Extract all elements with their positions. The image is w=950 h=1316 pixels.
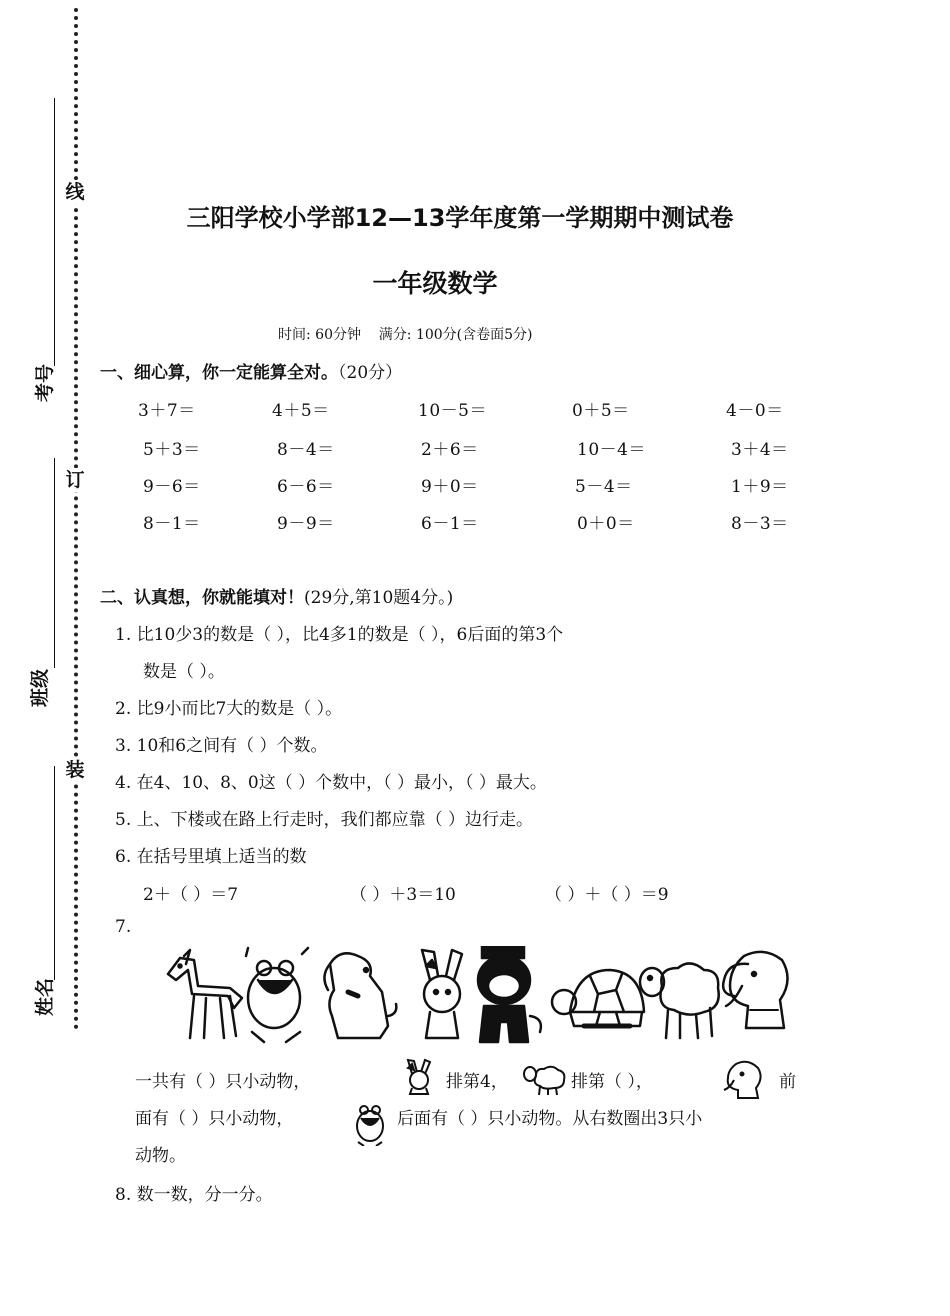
calc-item: 8－3＝ xyxy=(731,514,789,534)
section1-title: 一、细心算，你一定能算全对。 xyxy=(100,363,338,383)
calc-item: 8－4＝ xyxy=(277,440,335,460)
class-label: 班级 xyxy=(29,668,51,707)
sheep-icon xyxy=(640,963,719,1038)
question-6-b: （ ）＋3＝10 xyxy=(350,885,456,905)
question-7-line1-c: 排第（ ）， xyxy=(571,1072,653,1092)
calc-item: 0＋5＝ xyxy=(572,401,630,421)
calc-item: 8－1＝ xyxy=(143,514,201,534)
calc-item: 6－6＝ xyxy=(277,477,335,497)
exam-subtitle: 一年级数学 xyxy=(372,269,498,298)
calc-item: 9＋0＝ xyxy=(421,477,479,497)
question-7-line2-b: 后面有（ ）只小动物。从右数圈出3只小 xyxy=(397,1109,703,1129)
question-4: 4. 在4、10、8、0这（ ）个数中，（ ）最小，（ ）最大。 xyxy=(115,773,547,793)
binding-char-xian: 线 xyxy=(62,180,88,204)
calc-item: 10－5＝ xyxy=(418,401,487,421)
name-line[interactable] xyxy=(54,766,55,980)
question-5: 5. 上、下楼或在路上行走时，我们都应靠（ ）边行走。 xyxy=(115,810,534,830)
question-7-number: 7. xyxy=(115,917,132,937)
elephant-icon xyxy=(723,952,787,1028)
section1-score: （20分） xyxy=(338,363,403,383)
calc-item: 5＋3＝ xyxy=(143,440,201,460)
monkey-icon xyxy=(478,946,541,1042)
calc-item: 9－6＝ xyxy=(143,477,201,497)
binding-dotted-line xyxy=(74,8,78,1030)
question-6-a: 2＋（ ）＝7 xyxy=(143,885,239,905)
calc-item: 4－0＝ xyxy=(726,401,784,421)
calc-item: 2＋6＝ xyxy=(421,440,479,460)
calc-item: 0＋0＝ xyxy=(577,514,635,534)
question-7-line1-a: 一共有（ ）只小动物， xyxy=(135,1072,311,1092)
rabbit-icon xyxy=(400,1058,438,1096)
question-6: 6. 在括号里填上适当的数 xyxy=(115,847,307,867)
exam-number-label: 考号 xyxy=(34,363,56,402)
question-1-line1: 1. 比10少3的数是（ ），比4多1的数是（ ），6后面的第3个 xyxy=(115,625,564,645)
section2-heading xyxy=(100,583,453,608)
question-8: 8. 数一数，分一分。 xyxy=(115,1185,273,1205)
class-line[interactable] xyxy=(54,458,55,668)
sheep-icon xyxy=(522,1062,568,1096)
exam-time-info: 时间: 60分钟 满分: 100分(含卷面5分) xyxy=(278,327,533,343)
section1-heading xyxy=(100,358,402,383)
singing-frog-icon xyxy=(246,948,308,1042)
rabbit-icon xyxy=(422,950,462,1038)
question-3: 3. 10和6之间有（ ）个数。 xyxy=(115,736,328,756)
binding-char-ding: 订 xyxy=(62,468,88,492)
animal-row-illustration xyxy=(150,946,800,1056)
question-6-c: （ ）＋（ ）＝9 xyxy=(545,885,669,905)
calc-item: 1＋9＝ xyxy=(731,477,789,497)
section2-score: (29分,第10题4分。) xyxy=(304,588,454,608)
question-7-line1-b: 排第4， xyxy=(446,1072,508,1092)
exam-number-line[interactable] xyxy=(54,98,55,366)
question-7-line2-a: 面有（ ）只小动物， xyxy=(135,1109,294,1129)
calc-item: 6－1＝ xyxy=(421,514,479,534)
dog-icon xyxy=(324,953,396,1038)
elephant-icon xyxy=(722,1060,768,1100)
calc-item: 3＋4＝ xyxy=(731,440,789,460)
binding-char-zhuang: 装 xyxy=(62,758,88,782)
calc-item: 4＋5＝ xyxy=(272,401,330,421)
turtle-icon xyxy=(552,970,644,1026)
question-2: 2. 比9小而比7大的数是（ ）。 xyxy=(115,699,343,719)
calc-item: 3＋7＝ xyxy=(138,401,196,421)
question-7-line3: 动物。 xyxy=(135,1146,186,1166)
exam-title: 三阳学校小学部12—13学年度第一学期期中测试卷 xyxy=(186,204,734,232)
calc-item: 5－4＝ xyxy=(575,477,633,497)
name-label: 姓名 xyxy=(34,977,56,1016)
singing-frog-icon xyxy=(352,1100,388,1146)
calc-item: 9－9＝ xyxy=(277,514,335,534)
horse-icon xyxy=(168,950,242,1038)
calc-item: 10－4＝ xyxy=(577,440,646,460)
question-7-line1-d: 前 xyxy=(779,1072,796,1092)
section2-title: 二、认真想，你就能填对！ xyxy=(100,588,304,608)
question-1-line2: 数是（ ）。 xyxy=(143,662,225,682)
